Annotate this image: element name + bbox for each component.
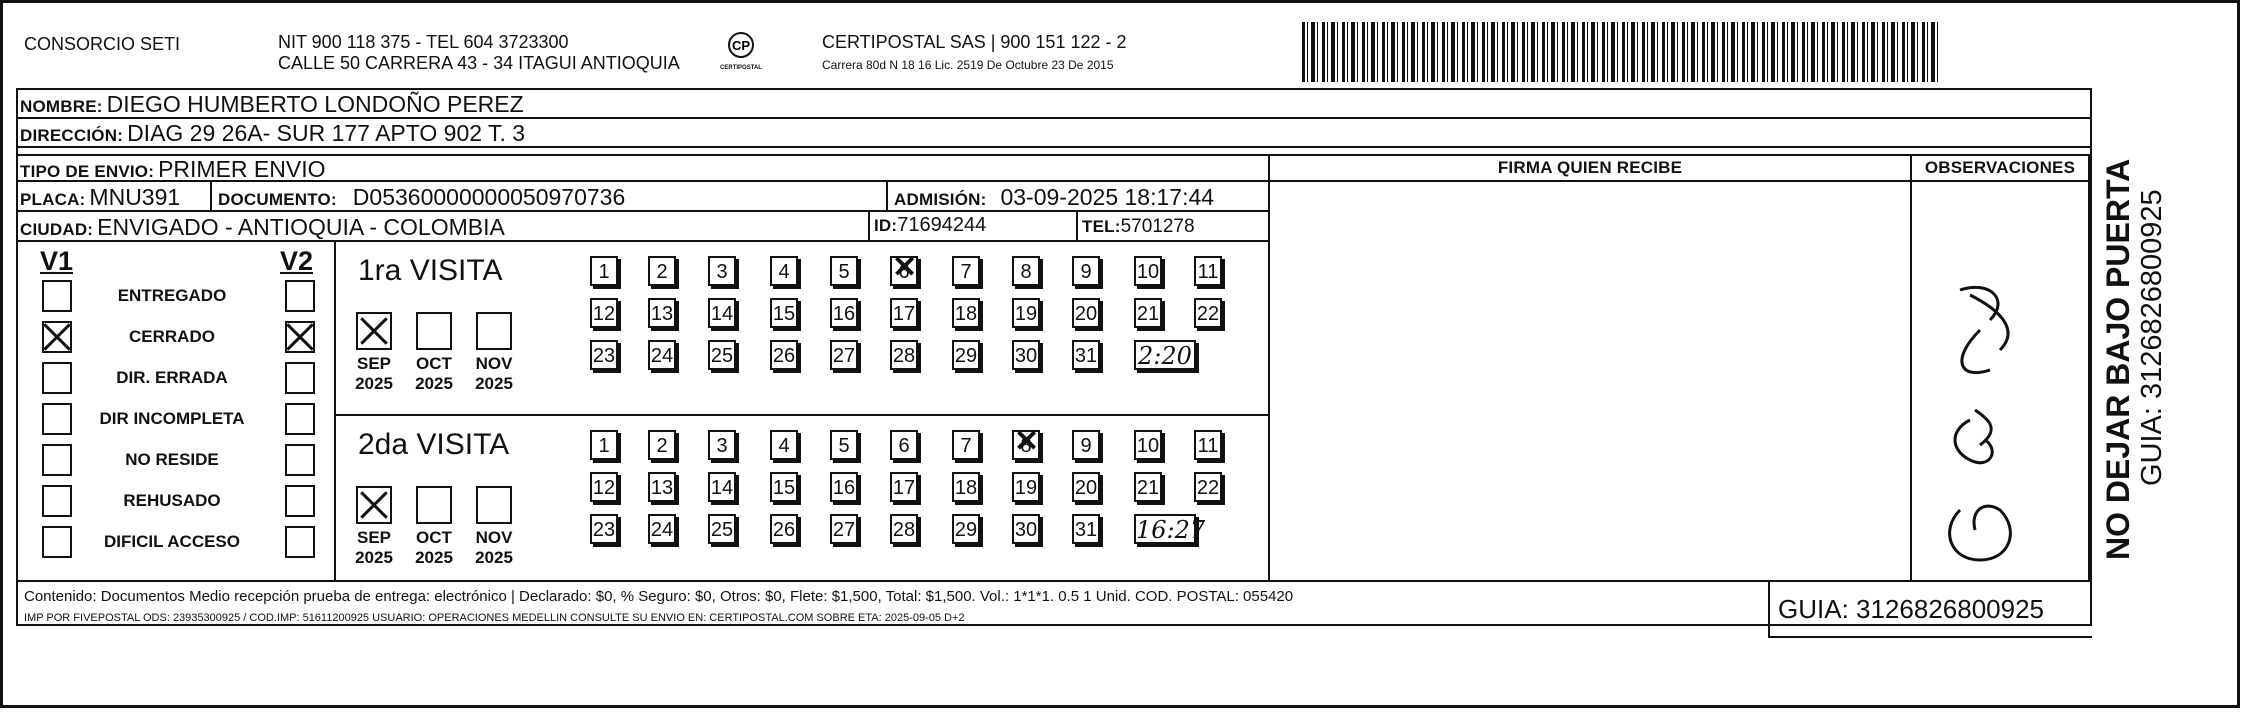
day-box-27[interactable]: 27 — [830, 340, 858, 370]
day-box-12[interactable]: 12 — [590, 298, 618, 328]
visit-time: 16:27 — [1136, 516, 1206, 544]
no-dejar-note: NO DEJAR BAJO PUERTA — [2100, 158, 2136, 560]
day-box-1[interactable]: 1 — [590, 256, 618, 286]
day-box-21[interactable]: 21 — [1134, 298, 1162, 328]
license-line: Carrera 80d N 18 16 Lic. 2519 De Octubre 23 De 2015 — [822, 58, 1114, 72]
status-label: DIR. ERRADA — [116, 368, 228, 387]
day-box-8[interactable]: 8 — [1012, 256, 1040, 286]
day-box-5[interactable]: 5 — [830, 256, 858, 286]
day-box-27[interactable]: 27 — [830, 514, 858, 544]
day-box-26[interactable]: 26 — [770, 514, 798, 544]
day-box-3[interactable]: 3 — [708, 430, 736, 460]
certipostal-logo — [718, 30, 764, 71]
v2-checkbox-2[interactable] — [285, 362, 315, 394]
imp-text: IMP POR FIVEPOSTAL ODS: 23935300925 / COD.IMP: 51611200925 USUARIO: OPERACIONES MEDELLIN CONSULTE SU ENVIO EN: CERTIPOSTAL.COM SOBRE ETA: 2025-09-05 D+2 — [24, 612, 965, 624]
v1-checkbox-2[interactable] — [42, 362, 72, 394]
tel-value: 5701278 — [1120, 216, 1195, 237]
day-box-13[interactable]: 13 — [648, 298, 676, 328]
day-box-7[interactable]: 7 — [952, 430, 980, 460]
v1-checkbox-6[interactable] — [42, 526, 72, 558]
day-box-29[interactable]: 29 — [952, 340, 980, 370]
v2-checkbox-3[interactable] — [285, 403, 315, 435]
day-box-15[interactable]: 15 — [770, 298, 798, 328]
v1-checkbox-5[interactable] — [42, 485, 72, 517]
svg-text:CP: CP — [731, 38, 751, 53]
v1-checkbox-1[interactable] — [42, 321, 72, 353]
v2-checkbox-0[interactable] — [285, 280, 315, 312]
admision-label: ADMISIÓN: — [894, 190, 987, 209]
day-box-20[interactable]: 20 — [1072, 298, 1100, 328]
status-label: CERRADO — [129, 327, 215, 346]
logo-icon — [726, 30, 756, 60]
day-box-24[interactable]: 24 — [648, 514, 676, 544]
carrier-line: CERTIPOSTAL SAS | 900 151 122 - 2 — [822, 32, 1127, 52]
day-box-15[interactable]: 15 — [770, 472, 798, 502]
day-box-31[interactable]: 31 — [1072, 340, 1100, 370]
day-box-28[interactable]: 28 — [890, 340, 918, 370]
month-checkbox[interactable] — [416, 486, 452, 524]
month-year: 2025 — [475, 374, 513, 393]
day-box-26[interactable]: 26 — [770, 340, 798, 370]
month-checkbox[interactable] — [356, 312, 392, 350]
day-box-20[interactable]: 20 — [1072, 472, 1100, 502]
month-year: 2025 — [415, 548, 453, 567]
month-name: NOV — [475, 354, 513, 373]
day-box-4[interactable]: 4 — [770, 430, 798, 460]
nombre-value: DIEGO HUMBERTO LONDOÑO PEREZ — [106, 91, 524, 117]
day-box-19[interactable]: 19 — [1012, 298, 1040, 328]
direccion-value: DIAG 29 26A- SUR 177 APTO 902 T. 3 — [127, 120, 526, 146]
day-box-25[interactable]: 25 — [708, 340, 736, 370]
day-box-10[interactable]: 10 — [1134, 256, 1162, 286]
day-box-12[interactable]: 12 — [590, 472, 618, 502]
day-box-6[interactable]: 6 ✕ — [890, 256, 918, 286]
month-label — [471, 528, 517, 568]
day-box-18[interactable]: 18 — [952, 298, 980, 328]
tel-label: TEL: — [1082, 217, 1121, 236]
day-box-31[interactable]: 31 — [1072, 514, 1100, 544]
v2-checkbox-5[interactable] — [285, 485, 315, 517]
day-box-4[interactable]: 4 — [770, 256, 798, 286]
day-box-2[interactable]: 2 — [648, 430, 676, 460]
logo-text: CERTIPOSTAL — [720, 65, 762, 71]
day-box-25[interactable]: 25 — [708, 514, 736, 544]
day-box-10[interactable]: 10 — [1134, 430, 1162, 460]
month-checkbox[interactable] — [356, 486, 392, 524]
status-label: NO RESIDE — [125, 450, 219, 469]
day-box-16[interactable]: 16 — [830, 298, 858, 328]
month-checkbox[interactable] — [476, 312, 512, 350]
month-year: 2025 — [355, 374, 393, 393]
ciudad-value: ENVIGADO - ANTIOQUIA - COLOMBIA — [97, 214, 505, 240]
visit-title-1: 1ra VISITA — [358, 254, 503, 287]
day-box-21[interactable]: 21 — [1134, 472, 1162, 502]
placa-label: PLACA: — [20, 190, 86, 209]
month-label — [411, 354, 457, 394]
firma-header: FIRMA QUIEN RECIBE — [1497, 158, 1683, 177]
day-box-13[interactable]: 13 — [648, 472, 676, 502]
nombre-label: NOMBRE: — [20, 97, 103, 116]
day-box-14[interactable]: 14 — [708, 298, 736, 328]
day-box-16[interactable]: 16 — [830, 472, 858, 502]
month-name: SEP — [356, 354, 392, 373]
tipo-envio-value: PRIMER ENVIO — [158, 156, 326, 182]
month-label — [351, 528, 397, 568]
status-label: ENTREGADO — [117, 286, 227, 305]
id-value: 71694244 — [897, 214, 987, 236]
visit-title-2: 2da VISITA — [358, 428, 510, 461]
month-year: 2025 — [415, 374, 453, 393]
day-box-22[interactable]: 22 — [1194, 298, 1222, 328]
day-box-22[interactable]: 22 — [1194, 472, 1222, 502]
month-label — [351, 354, 397, 394]
month-label — [471, 354, 517, 394]
day-box-3[interactable]: 3 — [708, 256, 736, 286]
visit-time: 2:20 — [1134, 340, 1196, 370]
tipo-envio-label: TIPO DE ENVIO: — [20, 162, 155, 181]
v2-header: V2 — [280, 246, 314, 276]
v2-checkbox-6[interactable] — [285, 526, 315, 558]
day-box-29[interactable]: 29 — [952, 514, 980, 544]
nit-line: NIT 900 118 375 - TEL 604 3723300 — [278, 32, 569, 52]
side-guia: GUIA: 3126826800925 — [2136, 189, 2168, 486]
documento-label: DOCUMENTO: — [218, 190, 337, 209]
day-box-11[interactable]: 11 — [1194, 430, 1222, 460]
status-label: REHUSADO — [123, 491, 221, 510]
day-box-30[interactable]: 30 — [1012, 340, 1040, 370]
v1-checkbox-0[interactable] — [42, 280, 72, 312]
admision-value: 03-09-2025 18:17:44 — [1000, 184, 1215, 210]
day-box-23[interactable]: 23 — [590, 514, 618, 544]
ciudad-label: CIUDAD: — [20, 220, 94, 239]
contenido-text: Contenido: Documentos Medio recepción prueba de entrega: electrónico | Declarado: $0, % Seguro: $0, Otros: $0, Flete: $1,500, Total: $1,500. Vol.: 1*1*1. 0.5 1 Unid. COD. POSTAL: 055420 — [24, 588, 1294, 605]
day-box-28[interactable]: 28 — [890, 514, 918, 544]
id-label: ID: — [874, 216, 898, 235]
month-name: OCT — [416, 528, 452, 547]
barcode — [1302, 22, 1942, 82]
day-box-18[interactable]: 18 — [952, 472, 980, 502]
month-label — [411, 528, 457, 568]
status-label: DIR INCOMPLETA — [99, 409, 245, 428]
observaciones-header: OBSERVACIONES — [1924, 158, 2076, 177]
direccion-label: DIRECCIÓN: — [20, 126, 124, 145]
placa-value: MNU391 — [89, 184, 181, 210]
v2-checkbox-1[interactable] — [285, 321, 315, 353]
day-box-5[interactable]: 5 — [830, 430, 858, 460]
v1-checkbox-4[interactable] — [42, 444, 72, 476]
footer-guia: GUIA: 3126826800925 — [1778, 594, 2044, 624]
month-checkbox[interactable] — [476, 486, 512, 524]
day-box-6[interactable]: 6 — [890, 430, 918, 460]
day-box-23[interactable]: 23 — [590, 340, 618, 370]
month-name: NOV — [475, 528, 513, 547]
month-year: 2025 — [355, 548, 393, 567]
day-box-11[interactable]: 11 — [1194, 256, 1222, 286]
status-label: DIFICIL ACCESO — [103, 532, 240, 551]
handwritten-signature — [1930, 270, 2060, 570]
v1-header: V1 — [40, 246, 74, 276]
v2-checkbox-4[interactable] — [285, 444, 315, 476]
day-box-8[interactable]: 8 ✕ — [1012, 430, 1040, 460]
day-box-19[interactable]: 19 — [1012, 472, 1040, 502]
day-box-7[interactable]: 7 — [952, 256, 980, 286]
month-year: 2025 — [475, 548, 513, 567]
month-name: OCT — [416, 354, 452, 373]
day-box-9[interactable]: 9 — [1072, 430, 1100, 460]
address-line: CALLE 50 CARRERA 43 - 34 ITAGUI ANTIOQUIA — [278, 53, 680, 73]
month-checkbox[interactable] — [416, 312, 452, 350]
day-box-17[interactable]: 17 — [890, 472, 918, 502]
day-box-30[interactable]: 30 — [1012, 514, 1040, 544]
day-box-9[interactable]: 9 — [1072, 256, 1100, 286]
documento-value: D05360000000050970736 — [352, 184, 626, 210]
day-box-1[interactable]: 1 — [590, 430, 618, 460]
day-box-2[interactable]: 2 — [648, 256, 676, 286]
company-name: CONSORCIO SETI — [24, 34, 181, 54]
day-box-24[interactable]: 24 — [648, 340, 676, 370]
v1-checkbox-3[interactable] — [42, 403, 72, 435]
day-box-14[interactable]: 14 — [708, 472, 736, 502]
month-name: SEP — [356, 528, 392, 547]
day-box-17[interactable]: 17 — [890, 298, 918, 328]
